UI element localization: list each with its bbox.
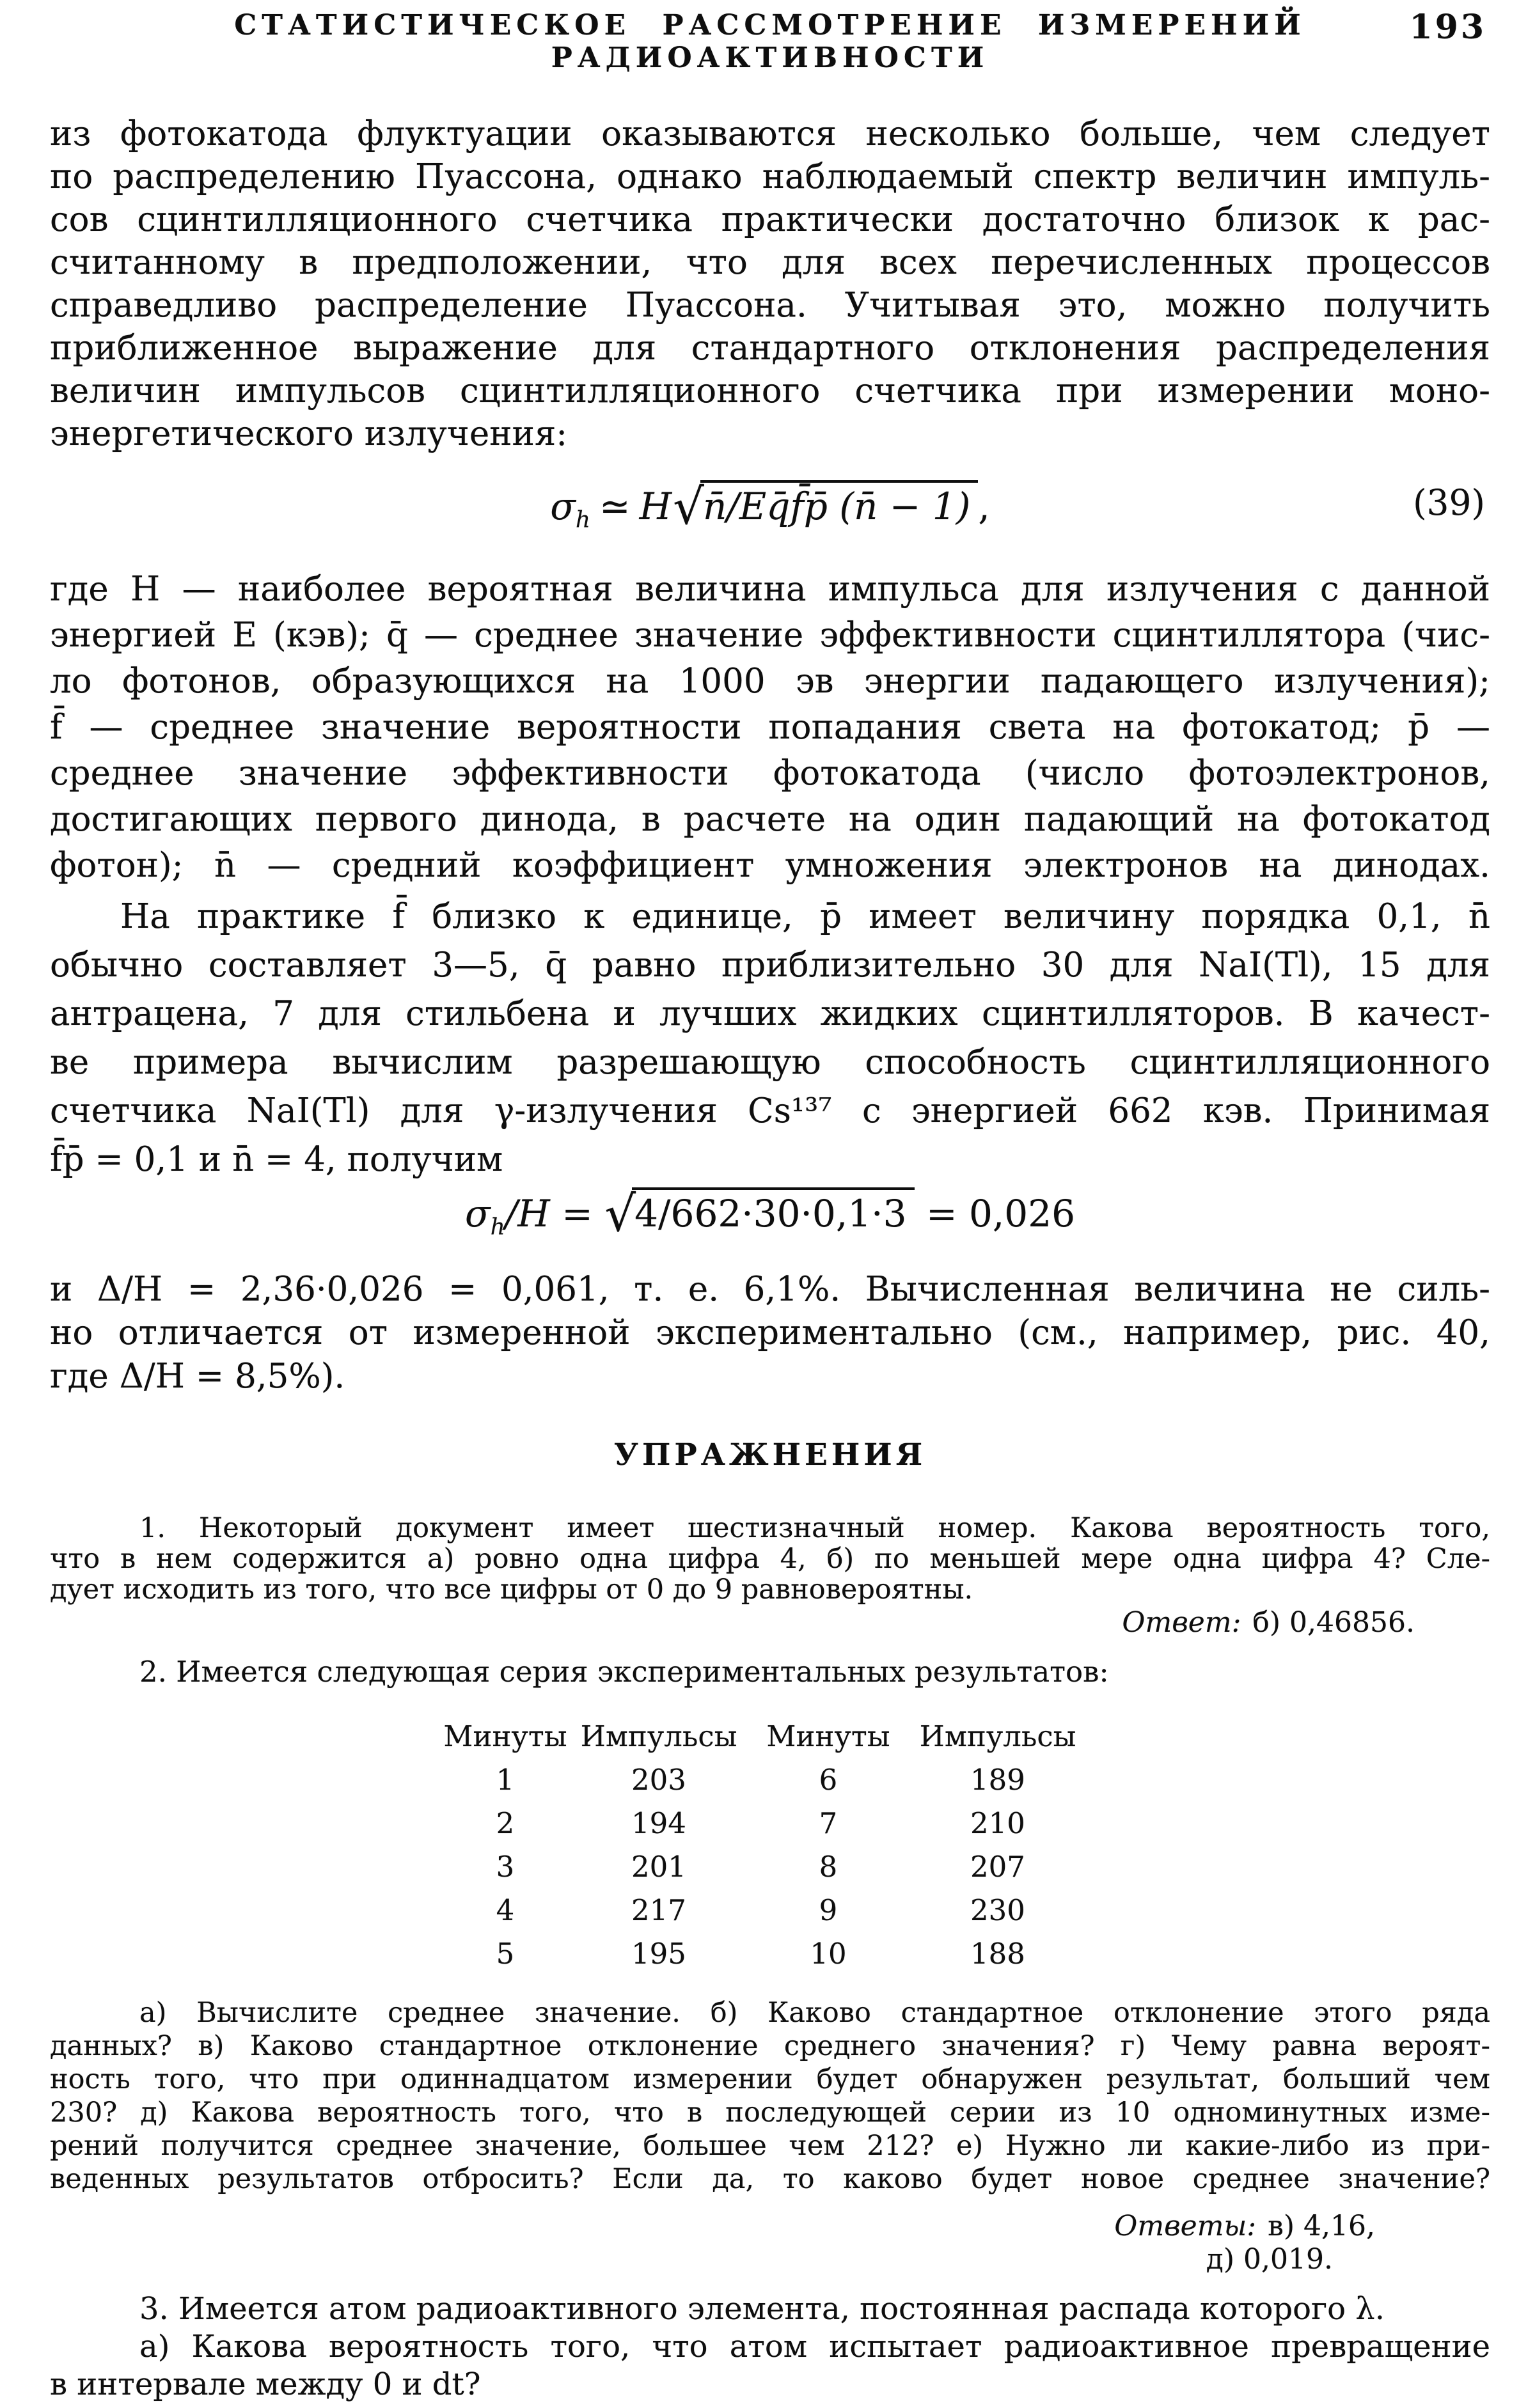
- page-title: СТАТИСТИЧЕСКОЕ РАССМОТРЕНИЕ ИЗМЕРЕНИЙ РАДИОАКТИВНОСТИ: [234, 9, 1306, 74]
- para2-line: ло фотонов, образующихся на 1000 эв энергии падающего излучения);: [50, 662, 1490, 701]
- radicand: n̄/Eq̄f̄p̄ (n̄ − 1): [700, 480, 978, 528]
- page-number: 193: [1409, 8, 1486, 47]
- counts-cell: 207: [970, 1850, 1025, 1884]
- para4-line: но отличается от измеренной экспериментально (см., например, рис. 40,: [50, 1313, 1490, 1352]
- radical-sign: √: [604, 1186, 636, 1243]
- exercise-2-questions: [50, 1996, 1490, 2196]
- table-header-row: [441, 1715, 1087, 1758]
- table-row: [441, 1889, 1087, 1932]
- minutes-cell: 1: [496, 1763, 515, 1797]
- column-header: Импульсы: [919, 1719, 1076, 1753]
- para3-line: f̄p̄ = 0,1 и n̄ = 4, получим: [50, 1140, 503, 1179]
- minutes-cell: 9: [819, 1893, 838, 1927]
- exercise2-line: а) Вычислите среднее значение. б) Каково стандартное отклонение этого ряда: [139, 1997, 1490, 2029]
- over-H-equals: /H =: [505, 1192, 593, 1235]
- sigma-subscript: h: [490, 1214, 505, 1240]
- para2-line: энергией E (кэв); q̄ — среднее значение эффективности сцинтиллятора (чис-: [50, 616, 1490, 655]
- para3-line: На практике f̄ близко к единице, p̄ имеет величину порядка 0,1, n̄: [120, 897, 1490, 936]
- counts-cell: 194: [631, 1806, 686, 1840]
- minutes-cell: 4: [496, 1893, 515, 1927]
- exercise2-line: ность того, что при одиннадцатом измерении будет обнаружен результат, больший чем: [50, 2063, 1490, 2095]
- formula-resolution-row: [50, 1182, 1490, 1252]
- answer-value: д) 0,019.: [1206, 2243, 1333, 2276]
- formula-resolution: [464, 1186, 1076, 1243]
- answer-value: б) 0,46856.: [1252, 1606, 1415, 1639]
- answer-value: в) 4,16,: [1268, 2210, 1375, 2242]
- para4-line: и Δ/H = 2,36·0,026 = 0,061, т. е. 6,1%. Вычисленная величина не силь-: [50, 1270, 1490, 1309]
- para3-line: антрацена, 7 для стильбена и лучших жидких сцинтилляторов. В качест-: [50, 994, 1490, 1033]
- para1-line: величин импульсов сцинтилляционного счетчика при измерении моно-: [50, 371, 1490, 410]
- minutes-cell: 2: [496, 1806, 515, 1840]
- counts-cell: 230: [970, 1893, 1025, 1927]
- counts-cell: 217: [631, 1893, 686, 1927]
- exercise3-line: 3. Имеется атом радиоактивного элемента, постоянная распада которого λ.: [139, 2291, 1385, 2327]
- exercise1-line: 1. Некоторый документ имеет шестизначный номер. Какова вероятность того,: [139, 1512, 1490, 1544]
- exercises-heading: УПРАЖНЕНИЯ: [613, 1437, 927, 1473]
- minutes-cell: 10: [810, 1937, 847, 1971]
- counts-cell: 203: [631, 1763, 686, 1797]
- exercise2-answer-line: [50, 2243, 1490, 2276]
- radicand: 4/662·30·0,1·3: [632, 1187, 914, 1235]
- para3-line: счетчика NaI(Tl) для γ-излучения Cs¹³⁷ с энергией 662 кэв. Принимая: [50, 1091, 1490, 1130]
- paragraph-3: [50, 893, 1490, 1184]
- answers-label: Ответы:: [1114, 2210, 1257, 2242]
- para3-line: ве примера вычислим разрешающую способность сцинтилляционного: [50, 1043, 1490, 1082]
- paragraph-4: [50, 1268, 1490, 1398]
- minutes-cell: 5: [496, 1937, 515, 1971]
- para1-line: по распределению Пуассона, однако наблюдаемый спектр величин импуль-: [50, 157, 1490, 196]
- para3-line: обычно составляет 3—5, q̄ равно приблизительно 30 для NaI(Tl), 15 для: [50, 946, 1490, 985]
- exercise3-line: в интервале между 0 и dt?: [50, 2366, 481, 2402]
- exercise1-line: дует исходить из того, что все цифры от 0 до 9 равновероятны.: [50, 1574, 973, 1606]
- para2-line: фотон); n̄ — средний коэффициент умножения электронов на динодах.: [50, 846, 1490, 885]
- exercise2-answer-line: [50, 2210, 1490, 2242]
- running-head: [50, 8, 1490, 74]
- minutes-cell: 7: [819, 1806, 838, 1840]
- counts-cell: 189: [970, 1763, 1025, 1797]
- exercise1-line: что в нем содержится а) ровно одна цифра 4, б) по меньшей мере одна цифра 4? Сле-: [50, 1543, 1490, 1575]
- minutes-cell: 8: [819, 1850, 838, 1884]
- minutes-cell: 3: [496, 1850, 515, 1884]
- exercise-3: [50, 2290, 1490, 2404]
- coefficient-H: H: [639, 485, 672, 528]
- sigma-symbol: σ: [550, 485, 576, 528]
- para1-line: приближенное выражение для стандартного отклонения распределения: [50, 329, 1490, 368]
- para2-line: где H — наиболее вероятная величина импульса для излучения с данной: [50, 570, 1490, 609]
- counts-cell: 188: [970, 1937, 1025, 1971]
- table-row: [441, 1932, 1087, 1976]
- para2-line: f̄ — среднее значение вероятности попадания света на фотокатод; p̄ —: [50, 708, 1490, 747]
- exercise3-line: а) Какова вероятность того, что атом испытает радиоактивное превращение: [139, 2329, 1490, 2365]
- counts-cell: 195: [631, 1937, 686, 1971]
- measurement-table: [441, 1715, 1087, 1976]
- exercise2-line: 230? д) Какова вероятность того, что в последующей серии из 10 одноминутных изме-: [50, 2097, 1490, 2129]
- formula-39: [550, 479, 990, 536]
- column-header: Минуты: [766, 1719, 890, 1753]
- answer-label: Ответ:: [1122, 1606, 1241, 1639]
- para2-line: достигающих первого динода, в расчете на один падающий на фотокатод: [50, 800, 1490, 839]
- column-header: Импульсы: [580, 1719, 737, 1753]
- exercise1-answer: [50, 1606, 1490, 1639]
- table-row: [441, 1758, 1087, 1802]
- exercise2-line: рений получится среднее значение, большее чем 212? е) Нужно ли какие-либо из при-: [50, 2130, 1490, 2162]
- para1-line: справедливо распределение Пуассона. Учитывая это, можно получить: [50, 286, 1490, 325]
- counts-cell: 210: [970, 1806, 1025, 1840]
- approx-equal-symbol: ≃: [599, 485, 631, 528]
- para4-line: где Δ/H = 8,5%).: [50, 1357, 345, 1396]
- formula-result: = 0,026: [925, 1192, 1076, 1235]
- trailing-comma: ,: [978, 485, 990, 528]
- para1-line: энергетического излучения:: [50, 414, 568, 453]
- paragraph-2: [50, 567, 1490, 889]
- table-row: [441, 1845, 1087, 1889]
- sigma-subscript: h: [575, 506, 590, 533]
- paragraph-1: [50, 113, 1490, 455]
- para2-line: среднее значение эффективности фотокатода (число фотоэлектронов,: [50, 754, 1490, 793]
- equation-number: (39): [1413, 482, 1485, 523]
- exercise-1: [50, 1513, 1490, 1605]
- counts-cell: 201: [631, 1850, 686, 1884]
- para1-line: сов сцинтилляционного счетчика практически достаточно близок к рас-: [50, 200, 1490, 239]
- radical-sign: √: [673, 479, 704, 536]
- para1-line: из фотокатода флуктуации оказываются несколько больше, чем следует: [50, 114, 1490, 153]
- sigma-symbol: σ: [464, 1192, 491, 1235]
- minutes-cell: 6: [819, 1763, 838, 1797]
- para1-line: считанному в предположении, что для всех перечисленных процессов: [50, 243, 1490, 282]
- exercise2-line: веденных результатов отбросить? Если да, то каково будет новое среднее значение?: [50, 2163, 1490, 2195]
- column-header: Минуты: [443, 1719, 567, 1753]
- exercise2-line: данных? в) Каково стандартное отклонение среднего значения? г) Чему равна вероят-: [50, 2030, 1490, 2062]
- table-row: [441, 1802, 1087, 1845]
- exercise-2-intro: 2. Имеется следующая серия экспериментальных результатов:: [139, 1655, 1109, 1689]
- formula-39-row: [50, 474, 1490, 551]
